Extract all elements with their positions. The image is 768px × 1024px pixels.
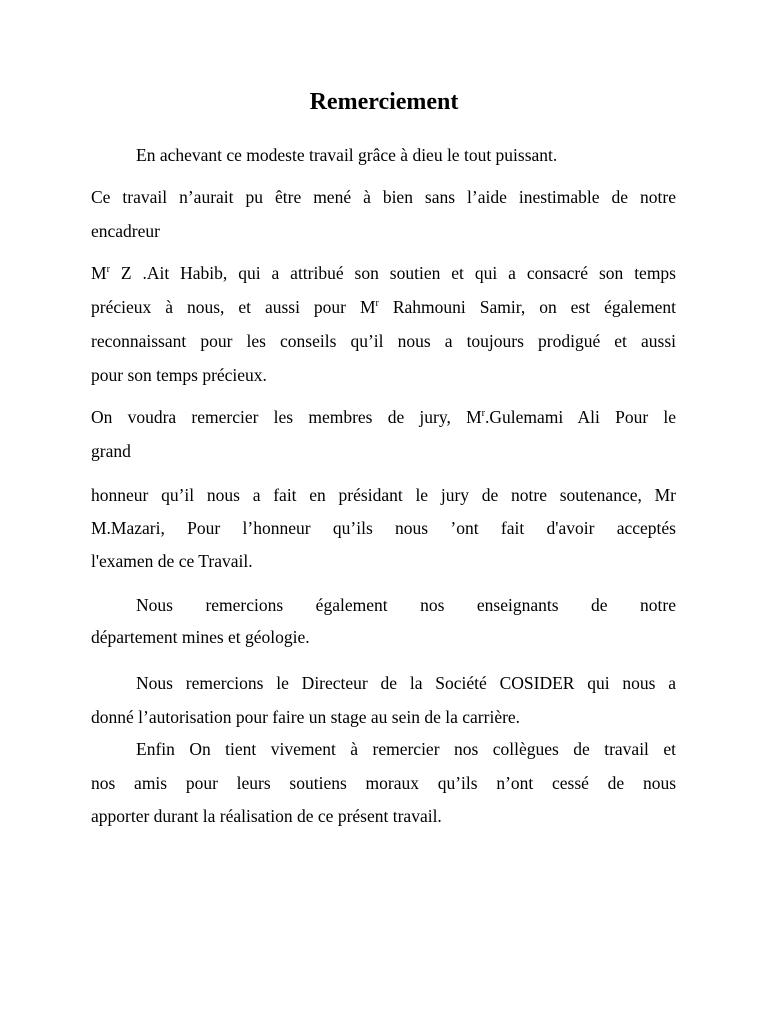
paragraph-line-11: M.Mazari, Pour l’honneur qu’ils nous ’ont fait d'avoir acceptés bbox=[91, 518, 676, 538]
paragraph-line-3: encadreur bbox=[91, 221, 160, 241]
text-segment: précieux à nous, et aussi pour M bbox=[91, 297, 376, 317]
text-segment: On voudra remercier les membres de jury, M bbox=[91, 407, 482, 427]
paragraph-line-5 bbox=[91, 296, 676, 318]
paragraph-line-16: donné l’autorisation pour faire un stage au sein de la carrière. bbox=[91, 707, 521, 727]
paragraph-line-18: nos amis pour leurs soutiens moraux qu’ils n’ont cessé de nous bbox=[91, 773, 676, 793]
paragraph-line-17: Enfin On tient vivement à remercier nos collègues de travail et bbox=[136, 739, 676, 759]
paragraph-line-15: Nous remercions le Directeur de la Société COSIDER qui nous a bbox=[136, 673, 676, 693]
paragraph-line-7: pour son temps précieux. bbox=[91, 365, 267, 385]
paragraph-line-9: grand bbox=[91, 441, 131, 461]
paragraph-line-2: Ce travail n’aurait pu être mené à bien sans l’aide inestimable de notre bbox=[91, 187, 676, 207]
superscript: r bbox=[375, 298, 379, 309]
paragraph-line-13: Nous remercions également nos enseignants de notre bbox=[136, 595, 676, 615]
paragraph-line-10: honneur qu’il nous a fait en présidant le jury de notre soutenance, Mr bbox=[91, 485, 676, 505]
paragraph-line-4 bbox=[91, 262, 676, 284]
text-segment: Rahmouni Samir, on est également bbox=[378, 297, 676, 317]
paragraph-line-8 bbox=[91, 406, 676, 428]
superscript: r bbox=[106, 264, 110, 275]
paragraph-line-14: département mines et géologie. bbox=[91, 627, 310, 647]
paragraph-line-6: reconnaissant pour les conseils qu’il nous a toujours prodigué et aussi bbox=[91, 331, 676, 351]
text-segment: M bbox=[91, 263, 107, 283]
paragraph-line-12: l'examen de ce Travail. bbox=[91, 551, 253, 571]
page-title: Remerciement bbox=[309, 89, 459, 115]
text-segment: .Gulemami Ali Pour le bbox=[485, 407, 676, 427]
paragraph-line-1: En achevant ce modeste travail grâce à dieu le tout puissant. bbox=[136, 145, 558, 165]
text-segment: Z .Ait Habib, qui a attribué son soutien et qui a consacré son temps bbox=[109, 263, 676, 283]
superscript: r bbox=[481, 408, 485, 419]
paragraph-line-19: apporter durant la réalisation de ce présent travail. bbox=[91, 806, 442, 826]
